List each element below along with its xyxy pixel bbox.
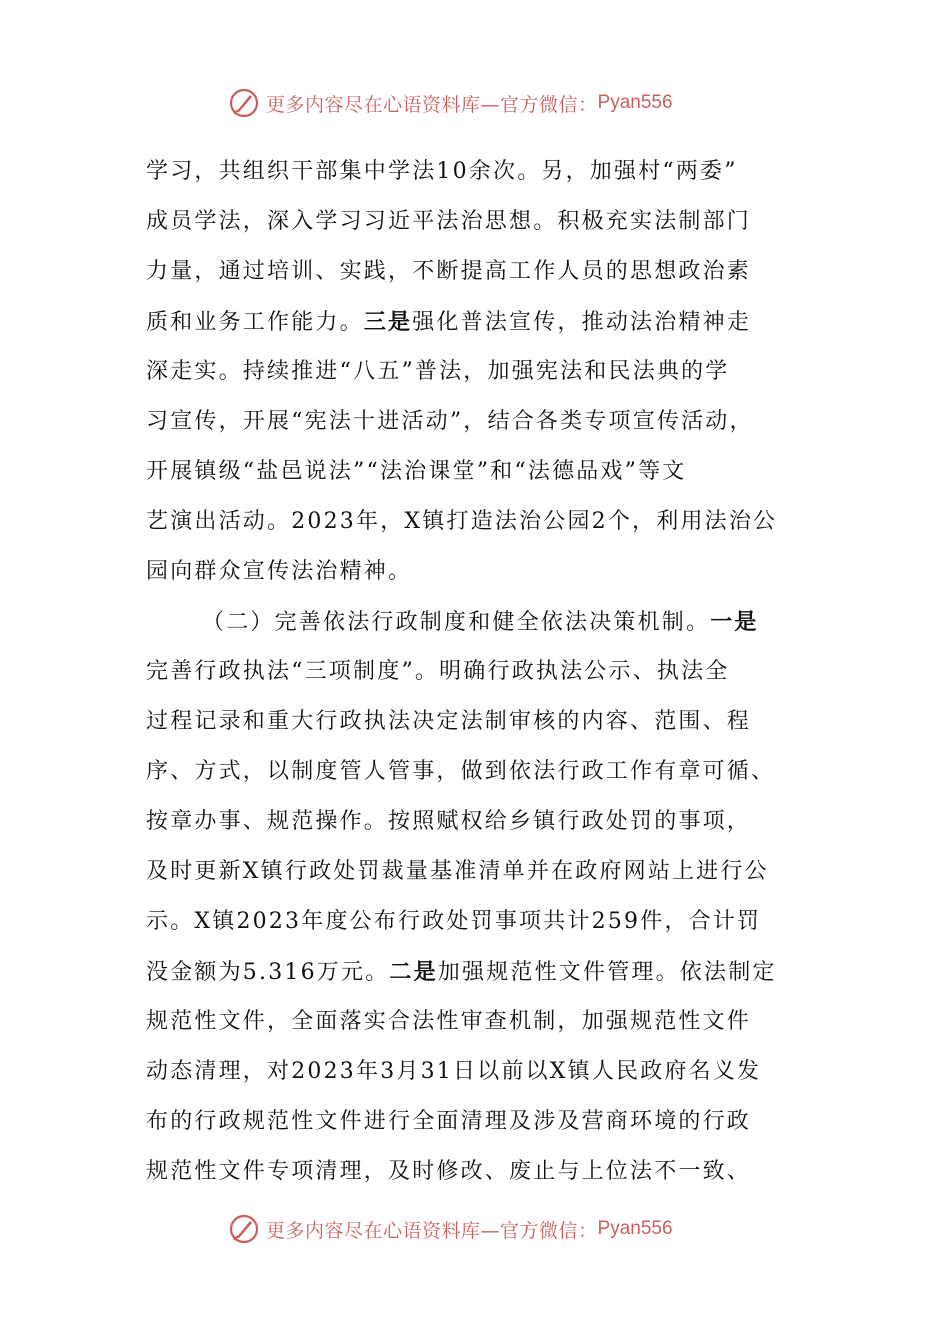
body-line: 完善行政执法“三项制度”。明确行政执法公示、执法全: [146, 659, 730, 684]
body-line: 示。X镇2023年度公布行政处罚事项共计259件，合计罚: [146, 909, 762, 934]
body-line: 习宣传，开展“宪法十进活动”，结合各类专项宣传活动，: [146, 409, 754, 434]
body-line: 及时更新X镇行政处罚裁量基准清单并在政府网站上进行公: [146, 859, 769, 884]
body-line: 质和业务工作能力。三是强化普法宣传，推动法治精神走: [146, 309, 752, 335]
quill-logo-icon: [228, 1213, 260, 1245]
banner-text: 更多内容尽在心语资料库—官方微信：: [266, 93, 598, 116]
wechat-id: Pyan556: [597, 92, 673, 113]
body-line: 开展镇级“盐邑说法”“法治课堂”和“法德品戏”等文: [146, 459, 687, 484]
body-line: 深走实。持续推进“八五”普法，加强宪法和民法典的学: [146, 359, 730, 384]
bold-keyword: 三是: [363, 309, 413, 335]
body-line: 成员学法，深入学习习近平法治思想。积极充实法制部门: [146, 209, 752, 234]
quill-logo-icon: [228, 87, 260, 119]
document-body: [146, 147, 806, 1197]
body-line: 没金额为5.316万元。二是加强规范性文件管理。依法制定: [146, 959, 777, 985]
body-line: 规范性文件专项清理，及时修改、废止与上位法不一致、: [146, 1159, 752, 1184]
footer-banner: [228, 1212, 673, 1246]
body-line: 园向群众宣传法治精神。: [146, 559, 413, 584]
header-banner: [228, 86, 673, 120]
body-line: 动态清理，对2023年3月31日以前以X镇人民政府名义发: [146, 1059, 762, 1084]
body-line: 过程记录和重大行政执法决定法制审核的内容、范围、程: [146, 709, 752, 734]
body-line: 力量，通过培训、实践，不断提高工作人员的思想政治素: [146, 259, 752, 284]
section-heading-line: （二）完善依法行政制度和健全依法决策机制。一是: [202, 609, 759, 635]
bold-keyword: 二是: [389, 959, 438, 985]
body-line: 学习，共组织干部集中学法10余次。另，加强村“两委”: [146, 159, 738, 184]
body-line: 布的行政规范性文件进行全面清理及涉及营商环境的行政: [146, 1109, 752, 1134]
body-line: 序、方式，以制度管人管事，做到依法行政工作有章可循、: [146, 759, 776, 784]
body-line: 艺演出活动。2023年，X镇打造法治公园2个，利用法治公: [146, 509, 778, 534]
body-line: 规范性文件，全面落实合法性审查机制，加强规范性文件: [146, 1009, 752, 1034]
wechat-id: Pyan556: [597, 1218, 673, 1239]
bold-keyword: 一是: [710, 609, 759, 635]
body-line: 按章办事、规范操作。按照赋权给乡镇行政处罚的事项，: [146, 809, 752, 834]
banner-text: 更多内容尽在心语资料库—官方微信：: [266, 1219, 598, 1242]
